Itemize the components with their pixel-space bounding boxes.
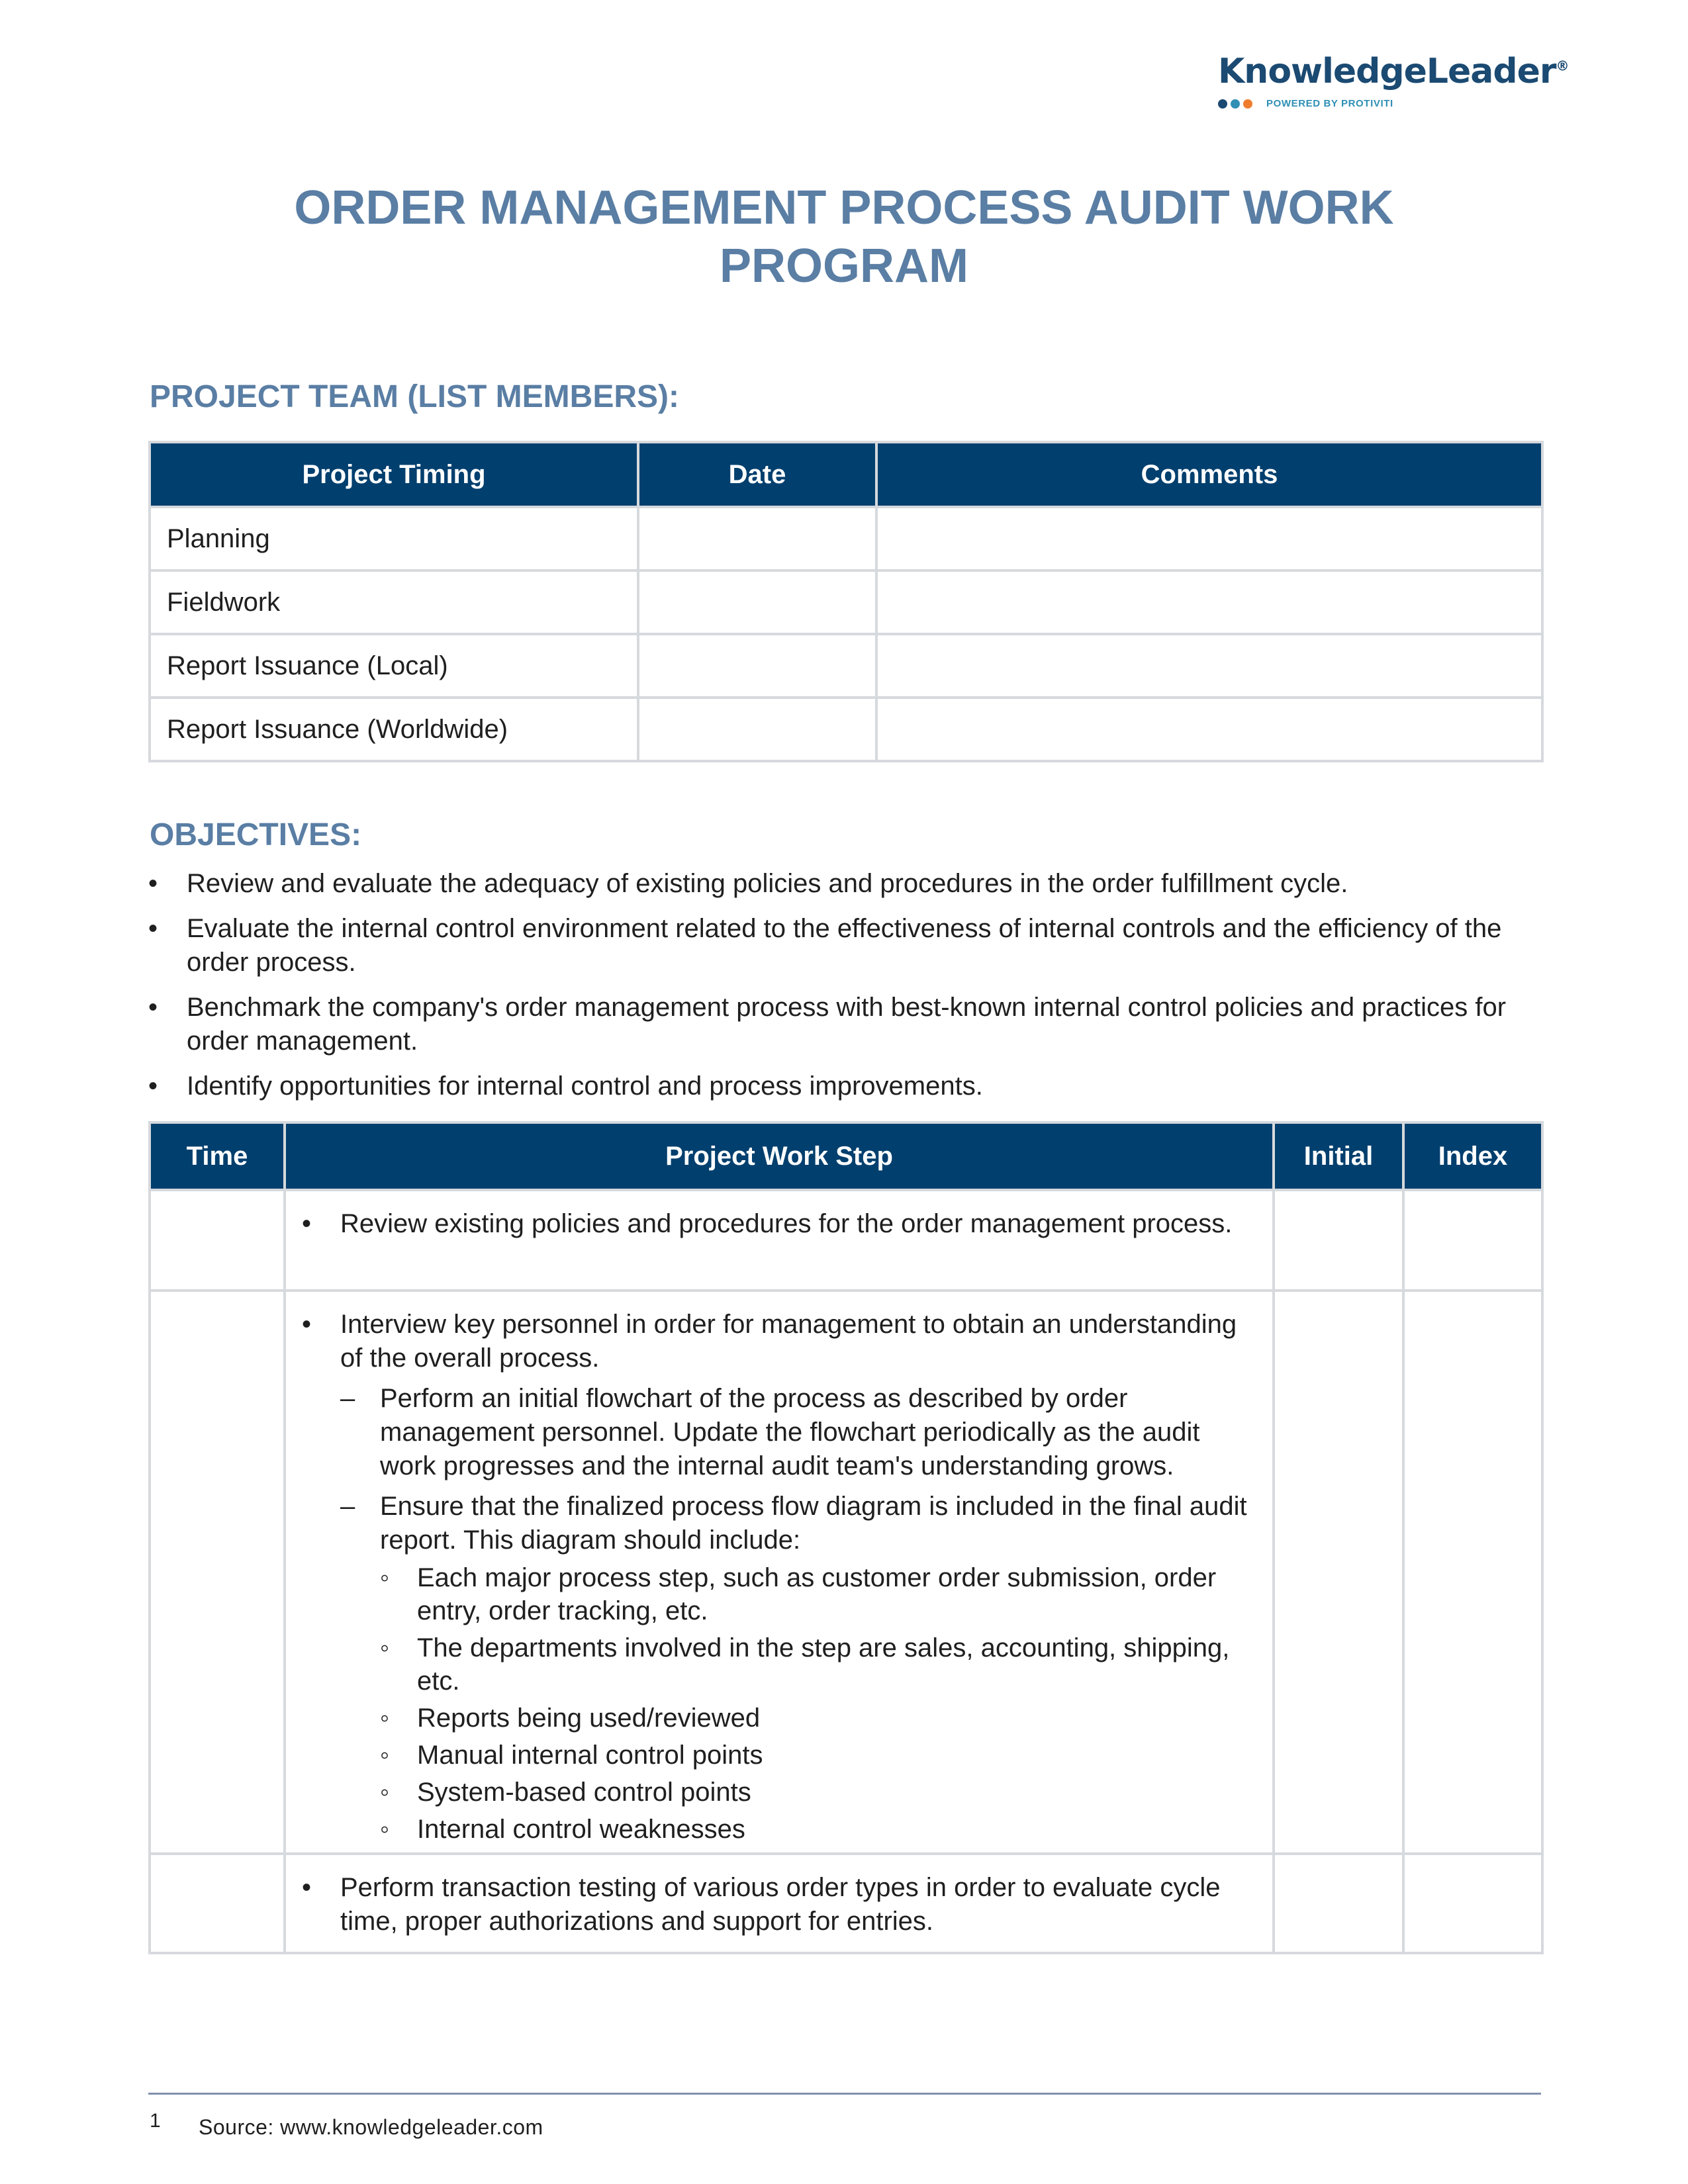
logo-registered-mark: ® xyxy=(1556,58,1569,74)
timing-label: Report Issuance (Local) xyxy=(150,634,638,698)
list-item: ◦ Manual internal control points xyxy=(380,1739,1262,1772)
time-cell[interactable] xyxy=(150,1291,285,1854)
logo-powered-by: POWERED BY PROTIVITI xyxy=(1266,98,1393,109)
project-timing-table xyxy=(148,441,1544,762)
list-item: ◦ Reports being used/reviewed xyxy=(380,1702,1262,1735)
header-time: Time xyxy=(150,1122,285,1190)
table-row xyxy=(150,1291,1542,1854)
time-cell[interactable] xyxy=(150,1190,285,1291)
logo-dot-2 xyxy=(1231,99,1240,109)
work-step-cell xyxy=(285,1854,1274,1953)
logo-tagline xyxy=(1218,98,1536,109)
table-row xyxy=(150,1854,1542,1953)
work-step-text: • Perform transaction testing of various order types in order to evaluate cycle time, proper authorizations and support for entries. xyxy=(286,1871,1262,1938)
timing-header-row xyxy=(150,442,1542,507)
work-step-text xyxy=(286,1308,1262,1846)
header-initial: Initial xyxy=(1274,1122,1403,1190)
sub-step-text: Ensure that the finalized process flow diagram is included in the final audit report. This diagram should include: xyxy=(380,1492,1247,1555)
date-cell[interactable] xyxy=(638,634,876,698)
header-index: Index xyxy=(1403,1122,1542,1190)
work-program-table xyxy=(148,1121,1544,1954)
comments-cell[interactable] xyxy=(876,507,1542,570)
sub-step xyxy=(340,1490,1262,1846)
list-item: • Benchmark the company's order management process with best-known internal control policies and practices for order management. xyxy=(148,991,1545,1058)
timing-label: Fieldwork xyxy=(150,570,638,634)
work-step-text: • Review existing policies and procedures for the order management process. xyxy=(286,1207,1262,1241)
footer-divider xyxy=(148,2093,1541,2095)
list-item: ◦ System-based control points xyxy=(380,1776,1262,1809)
table-row xyxy=(150,634,1542,698)
table-row xyxy=(150,1190,1542,1291)
initial-cell[interactable] xyxy=(1274,1291,1403,1854)
knowledgeleader-logo xyxy=(1218,52,1569,124)
index-cell[interactable] xyxy=(1403,1190,1542,1291)
list-item: ◦ Internal control weaknesses xyxy=(380,1813,1262,1846)
list-item: ◦ Each major process step, such as customer order submission, order entry, order tracking, etc. xyxy=(380,1561,1262,1627)
header-date: Date xyxy=(638,442,876,507)
list-item: • Identify opportunities for internal control and process improvements. xyxy=(148,1069,1545,1103)
work-header-row xyxy=(150,1122,1542,1190)
comments-cell[interactable] xyxy=(876,634,1542,698)
diagram-element-list xyxy=(380,1561,1262,1846)
footnote-number: 1 xyxy=(150,2110,161,2132)
work-step-cell xyxy=(285,1190,1274,1291)
comments-cell[interactable] xyxy=(876,698,1542,761)
initial-cell[interactable] xyxy=(1274,1854,1403,1953)
time-cell[interactable] xyxy=(150,1854,285,1953)
table-row xyxy=(150,507,1542,570)
index-cell[interactable] xyxy=(1403,1291,1542,1854)
date-cell[interactable] xyxy=(638,570,876,634)
work-step-cell xyxy=(285,1291,1274,1854)
list-item: • Evaluate the internal control environment related to the effectiveness of internal controls and the efficiency of the order process. xyxy=(148,912,1545,979)
logo-dot-3 xyxy=(1243,99,1252,109)
comments-cell[interactable] xyxy=(876,570,1542,634)
objectives-list xyxy=(148,867,1545,1115)
logo-wordmark: KnowledgeLeader® xyxy=(1218,52,1569,91)
table-row xyxy=(150,570,1542,634)
list-item: ◦ The departments involved in the step are sales, accounting, shipping, etc. xyxy=(380,1631,1262,1698)
logo-dot-1 xyxy=(1218,99,1227,109)
project-team-heading: PROJECT TEAM (LIST MEMBERS): xyxy=(150,379,679,414)
initial-cell[interactable] xyxy=(1274,1190,1403,1291)
timing-label: Report Issuance (Worldwide) xyxy=(150,698,638,761)
date-cell[interactable] xyxy=(638,507,876,570)
header-comments: Comments xyxy=(876,442,1542,507)
index-cell[interactable] xyxy=(1403,1854,1542,1953)
date-cell[interactable] xyxy=(638,698,876,761)
work-step-main: • Interview key personnel in order for management to obtain an understanding of the overall process. xyxy=(340,1310,1237,1373)
sub-step: – Perform an initial flowchart of the process as described by order management personnel. Update the flowchart periodically as the audit work progresses and the internal audit team's understanding grows. xyxy=(340,1382,1262,1483)
table-row xyxy=(150,698,1542,761)
page-title: ORDER MANAGEMENT PROCESS AUDIT WORK PROGRAM xyxy=(294,181,1394,293)
timing-label: Planning xyxy=(150,507,638,570)
header-project-timing: Project Timing xyxy=(150,442,638,507)
objectives-heading: OBJECTIVES: xyxy=(150,817,362,852)
sub-step-list xyxy=(340,1382,1262,1846)
source-link[interactable]: Source: www.knowledgeleader.com xyxy=(199,2115,543,2139)
list-item: • Review and evaluate the adequacy of existing policies and procedures in the order fulfillment cycle. xyxy=(148,867,1545,901)
header-project-work-step: Project Work Step xyxy=(285,1122,1274,1190)
